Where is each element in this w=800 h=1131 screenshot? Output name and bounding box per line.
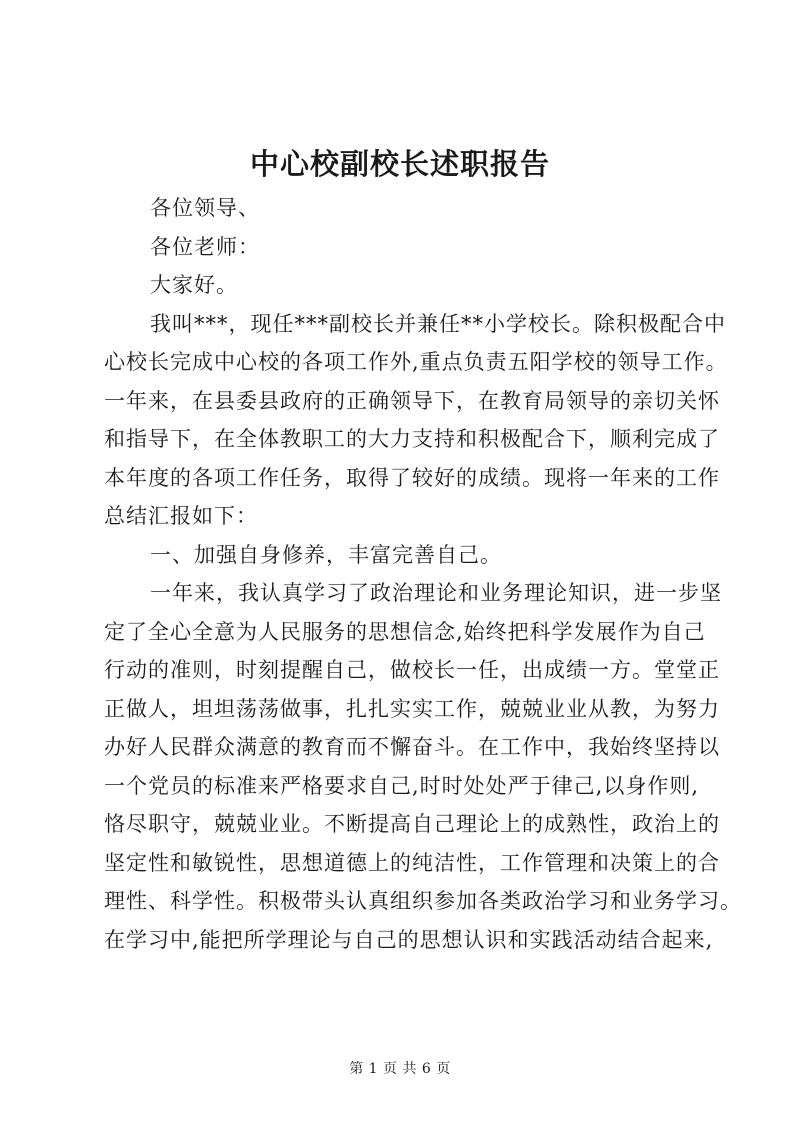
section-heading: 一、加强自身修养，丰富完善自己。	[150, 542, 502, 567]
paragraph-line: 本年度的各项工作任务，取得了较好的成绩。现将一年来的工作	[104, 465, 720, 490]
paragraph-line: 在学习中,能把所学理论与自己的思想认识和实践活动结合起来,	[104, 927, 714, 952]
paragraph-line: 心校长完成中心校的各项工作外,重点负责五阳学校的领导工作。	[104, 350, 728, 374]
paragraph-line: 一个党员的标准来严格要求自己,时时处处严于律己,以身作则,	[104, 773, 700, 798]
paragraph-line: 定了全心全意为人民服务的思想信念,始终把科学发展作为自己	[104, 619, 706, 644]
paragraph-line: 和指导下，在全体教职工的大力支持和积极配合下，顺利完成了	[104, 427, 720, 451]
paragraph-line: 各位领导、	[150, 196, 260, 220]
paragraph-line: 恪尽职守，兢兢业业。不断提高自己理论上的成熟性，政治上的	[104, 812, 720, 836]
paragraph-line: 我叫***，现任***副校长并兼任**小学校长。除积极配合中	[150, 311, 726, 336]
page-number-footer: 第 1 页 共 6 页	[349, 1061, 451, 1077]
paragraph-line: 一年来，我认真学习了政治理论和业务理论知识，进一步坚	[150, 581, 722, 605]
paragraph-line: 各位老师：	[150, 234, 260, 259]
paragraph-line: 总结汇报如下：	[104, 504, 258, 528]
paragraph-line: 行动的准则，时刻提醒自己，做校长一任，出成绩一方。堂堂正	[104, 658, 720, 682]
paragraph-line: 坚定性和敏锐性，思想道德上的纯洁性，工作管理和决策上的合	[104, 850, 720, 875]
paragraph-line: 正做人，坦坦荡荡做事，扎扎实实工作，兢兢业业从教，为努力	[104, 696, 720, 721]
document-title: 中心校副校长述职报告	[249, 147, 550, 181]
paragraph-line: 理性、科学性。积极带头认真组织参加各类政治学习和业务学习。	[104, 889, 742, 913]
document-body	[104, 189, 742, 959]
paragraph-line: 办好人民群众满意的教育而不懈奋斗。在工作中，我始终坚持以	[104, 735, 720, 759]
paragraph-line: 一年来，在县委县政府的正确领导下，在教育局领导的亲切关怀	[104, 388, 720, 413]
paragraph-line: 大家好。	[150, 273, 238, 297]
